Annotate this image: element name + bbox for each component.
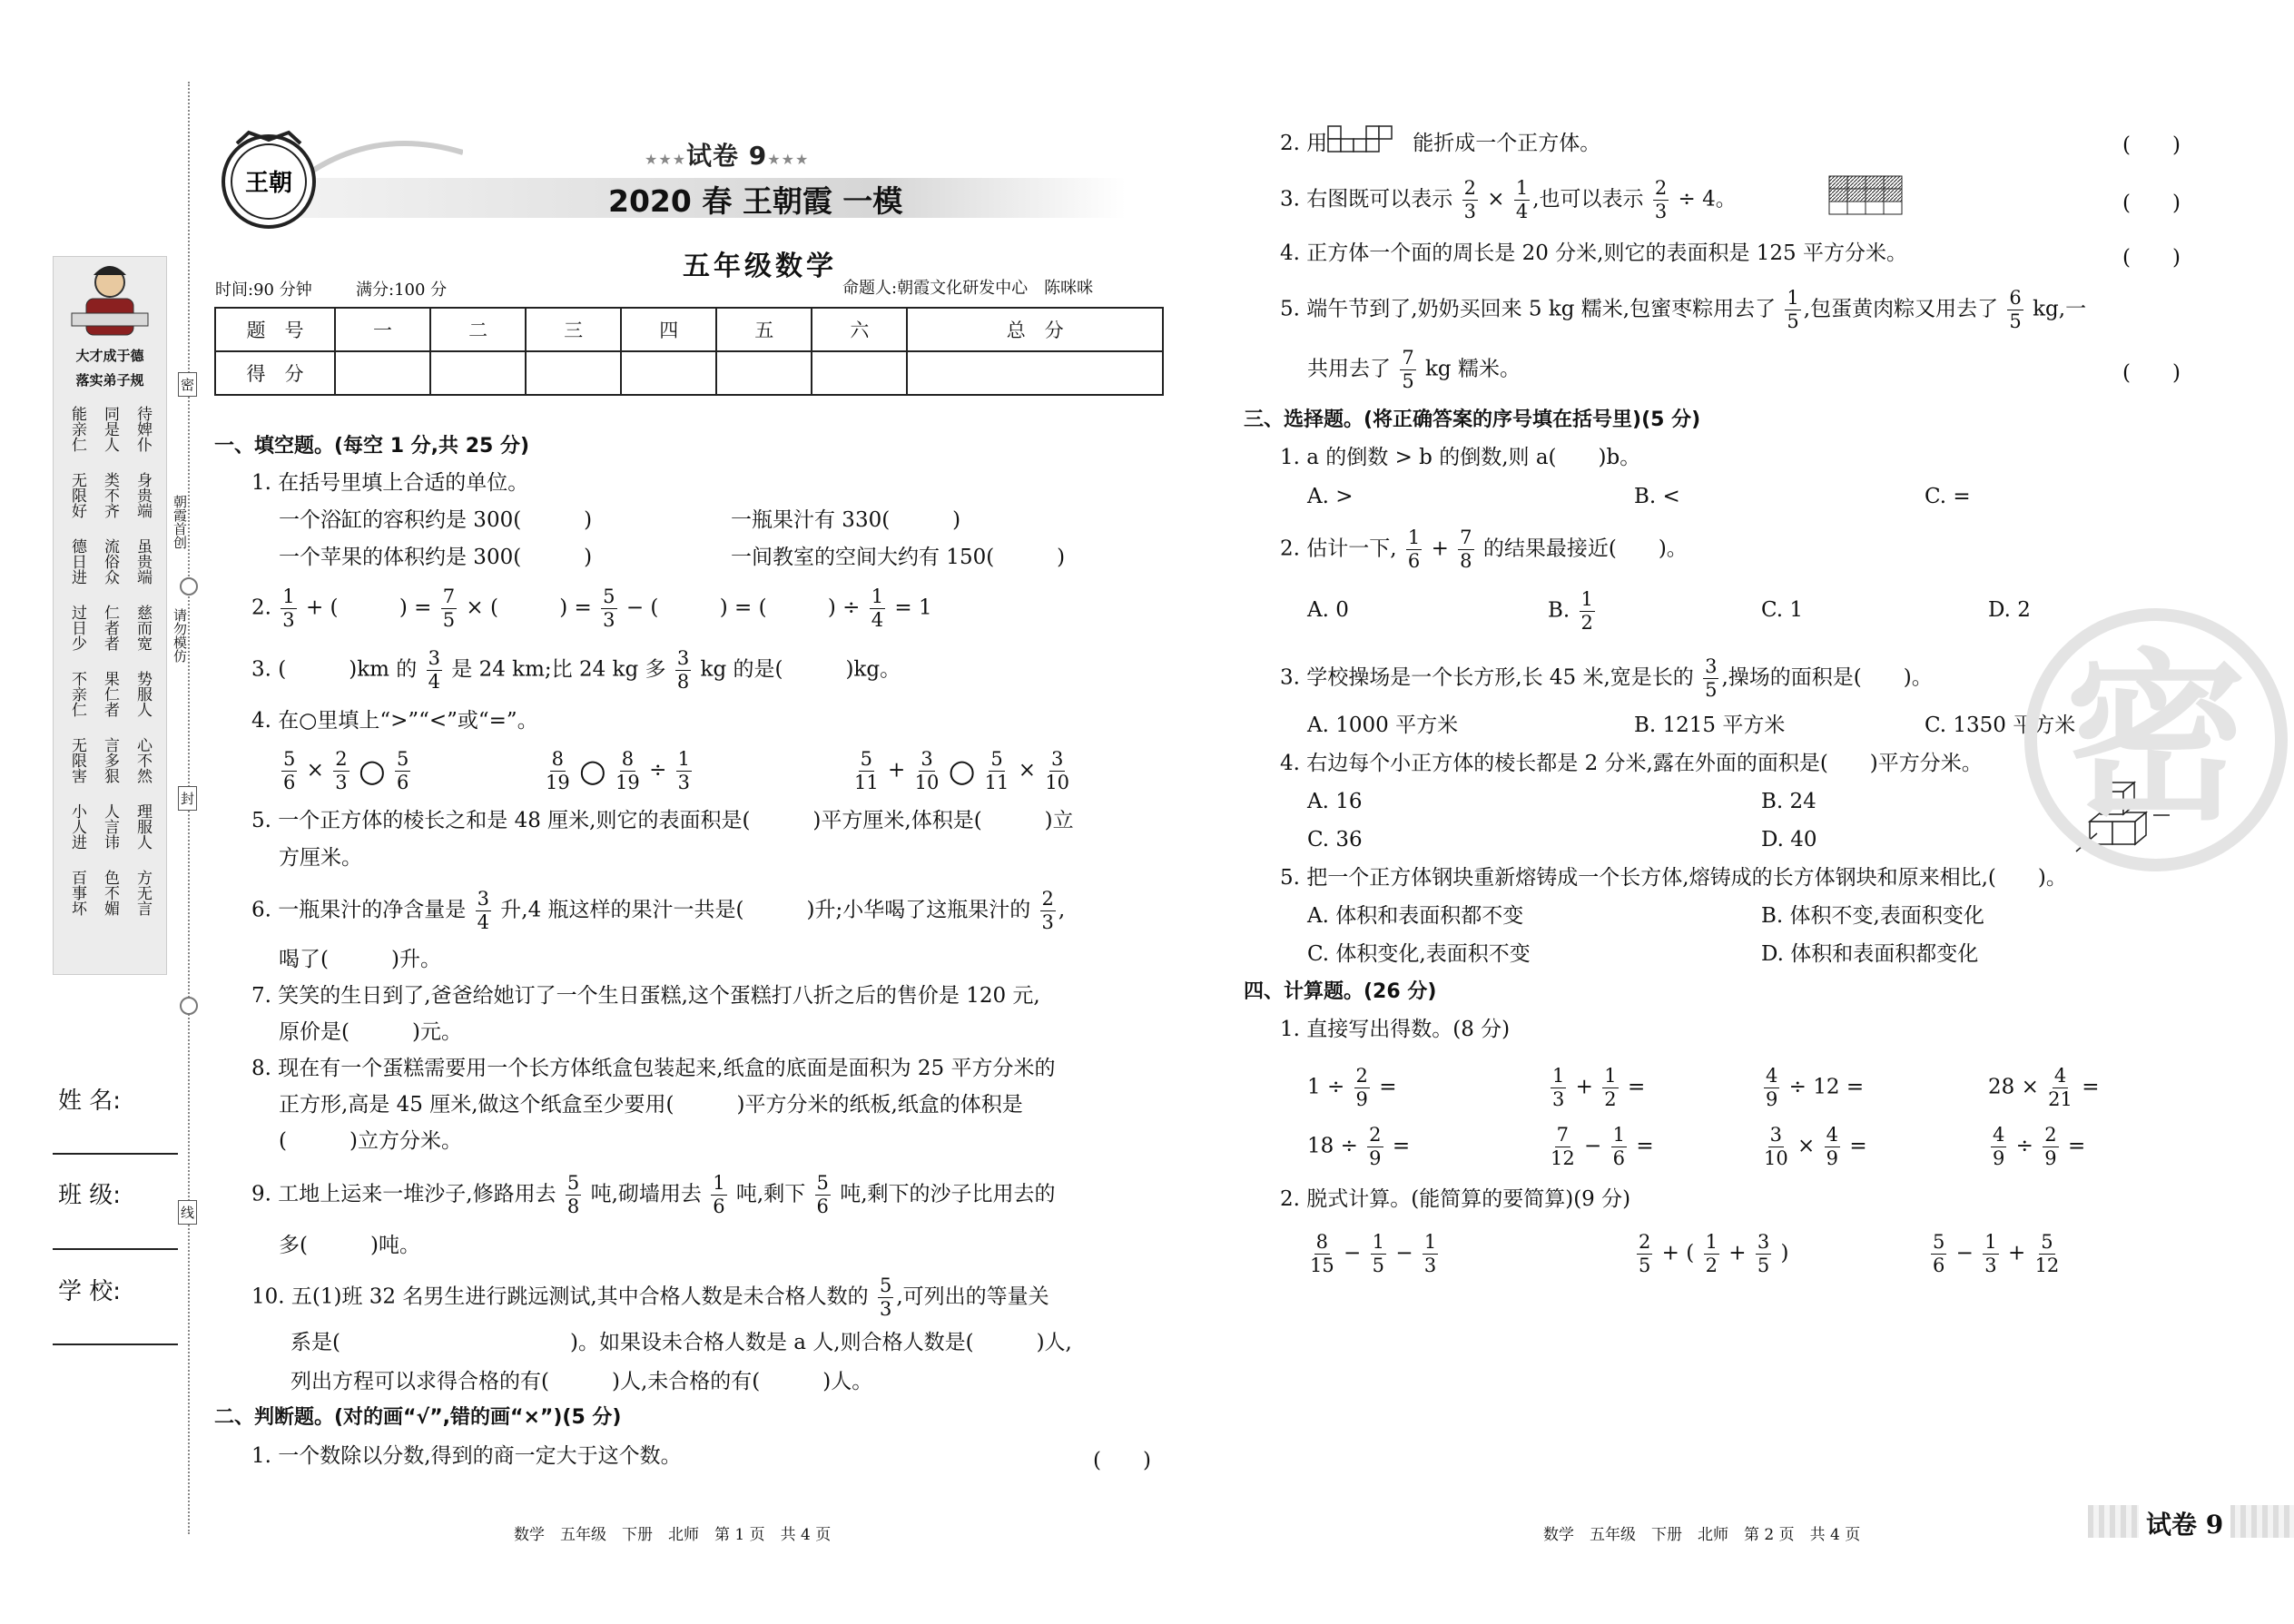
s2-q1: 1. 一个数除以分数,得到的商一定大于这个数。: [251, 1444, 682, 1468]
q2: 2. $\frac{1}{3}$ + ( ) = $\frac{7}{5}$ × ( ) = $\frac{5}{3}$ − ( ) = ( ) ÷ $\frac{1}{4}$ = 1: [251, 586, 932, 631]
author: 命题人:朝霞文化研发中心 陈咪咪: [842, 279, 1094, 298]
q10c: 列出方程可以求得合格的有( )人,未合格的有( )人。: [290, 1370, 873, 1393]
poem-cell: 待婢仆: [133, 406, 152, 452]
poem-cell: 过日少: [68, 605, 86, 651]
s3-q4: 4. 右边每个小正方体的棱长都是 2 分米,露在外面的面积是( )平方分米。: [1280, 752, 1983, 775]
motto-top: 大才成于德: [75, 348, 144, 364]
score-cell: 得 分: [215, 351, 335, 395]
q7b: 原价是( )元。: [279, 1020, 462, 1044]
q7a: 7. 笑笑的生日到了,爸爸给她订了一个生日蛋糕,这个蛋糕打八折之后的售价是 120 元,: [251, 984, 1040, 1008]
poem-cell: 心不然: [133, 737, 152, 783]
calc-8: $\frac{4}{9}$ ÷ $\frac{2}{9}$ =: [1993, 1124, 2086, 1169]
class-label: 班 级:: [58, 1182, 122, 1209]
q10a: 10. 五(1)班 32 名男生进行跳远测试,其中合格人数是未合格人数的 $\frac{5}{3}$ ,可列出的等量关: [251, 1275, 1049, 1320]
poem-cell: 言多狠: [101, 737, 119, 783]
q1d: 一间教室的空间大约有 150( ): [731, 546, 1066, 569]
score-cell: 题 号: [215, 308, 335, 351]
s3-q4-opt-a[interactable]: A. 16: [1307, 790, 1363, 813]
q4a: $\frac{5}{6}$ × $\frac{2}{3}$ ○ $\frac{5}{6}$: [283, 748, 409, 793]
fraction-grid-icon: [1828, 175, 1903, 215]
score-cell: 三: [526, 308, 621, 351]
s3-q3-opt-a[interactable]: A. 1000 平方米: [1307, 714, 1459, 737]
q9b: 多( )吨。: [279, 1234, 420, 1257]
q1b: 一瓶果汁有 330( ): [731, 508, 961, 532]
s2-q5a: 5. 端午节到了,奶奶买回来 5 kg 糯米,包蜜枣粽用去了 $\frac{1}{5}$ ,包蛋黄肉粽又用去了 $\frac{6}{5}$ kg,一: [1280, 287, 2087, 332]
mascot-box: [53, 256, 167, 975]
q9a: 9. 工地上运来一堆沙子,修路用去 $\frac{5}{8}$ 吨,砌墙用去 $\frac{1}{6}$ 吨,剩下 $\frac{5}{6}$ 吨,剩下的沙子比用去的: [251, 1172, 1056, 1217]
score-input[interactable]: [621, 351, 716, 395]
q5b: 方厘米。: [279, 846, 362, 870]
s3-q2-opt-c[interactable]: C. 1: [1761, 598, 1804, 622]
calc-7: $\frac{3}{10}$ × $\frac{4}{9}$ =: [1764, 1124, 1867, 1169]
binding-hole-2: [180, 997, 198, 1015]
poem-cell: 百事坏: [68, 870, 86, 916]
calc-4: 28 × $\frac{4}{21}$ =: [1988, 1065, 2100, 1110]
score-cell: 六: [812, 308, 907, 351]
s3-q1-opt-b[interactable]: B. <: [1634, 485, 1680, 508]
vertical-note-1: 朝霞首创: [172, 495, 188, 549]
s3-q1: 1. a 的倒数 > b 的倒数,则 a( )b。: [1280, 446, 1641, 469]
binding-hole-1: [180, 577, 198, 595]
s2-q5b: 共用去了 $\frac{7}{5}$ kg 糯米。: [1307, 347, 1521, 392]
poem-cell: 色不媚: [101, 870, 119, 916]
s3-q5-opt-b[interactable]: B. 体积不变,表面积变化: [1761, 904, 1984, 928]
poem-cell: 无限好: [68, 472, 86, 518]
judge-paren[interactable]: ( ): [2122, 361, 2181, 385]
watermark-seal: [2024, 608, 2288, 871]
s3-q3: 3. 学校操场是一个长方形,长 45 米,宽是长的 $\frac{3}{5}$ ,操场的面积是( )。: [1280, 655, 1933, 701]
s3-q3-opt-b[interactable]: B. 1215 平方米: [1634, 714, 1786, 737]
q3: 3. ( )km 的 $\frac{3}{4}$ 是 24 km;比 24 kg 多 $\frac{3}{8}$ kg 的是( )kg。: [251, 647, 901, 693]
score-input[interactable]: [335, 351, 430, 395]
s4-q1: 1. 直接写出得数。(8 分): [1280, 1018, 1511, 1041]
section1-title: 一、填空题。(每空 1 分,共 25 分): [214, 435, 530, 458]
poem-cell: 德日进: [68, 538, 86, 585]
calc-2: $\frac{1}{3}$ + $\frac{1}{2}$ =: [1552, 1065, 1646, 1110]
star-icon: ★★★: [645, 151, 687, 168]
poem-cell: 身贵端: [133, 472, 152, 518]
score-table: [214, 307, 1164, 396]
judge-paren[interactable]: ( ): [2122, 192, 2181, 215]
s4-q2: 2. 脱式计算。(能简算的要简算)(9 分): [1280, 1187, 1631, 1211]
s3-q5-opt-a[interactable]: A. 体积和表面积都不变: [1307, 904, 1524, 928]
s3-q5: 5. 把一个正方体钢块重新熔铸成一个长方体,熔铸成的长方体钢块和原来相比,( )。: [1280, 866, 2067, 890]
poem-cell: 人言讳: [101, 803, 119, 850]
score-input[interactable]: [430, 351, 526, 395]
exam-title: 2020 春 王朝霞 一模: [608, 183, 903, 219]
section3-title: 三、选择题。(将正确答案的序号填在括号里)(5 分): [1244, 408, 1701, 431]
q4c: $\frac{5}{11}$ + $\frac{3}{10}$ ○ $\frac{5}{11}$ × $\frac{3}{10}$: [854, 748, 1070, 793]
compare-circle-icon[interactable]: ○: [579, 753, 606, 790]
score-input[interactable]: [812, 351, 907, 395]
svg-text:王朝: 王朝: [244, 170, 293, 197]
score-input[interactable]: [716, 351, 812, 395]
score-table-header-row: [215, 308, 1163, 351]
vertical-note-2: 请勿模仿: [172, 608, 188, 663]
score-table-score-row: [215, 351, 1163, 395]
school-field[interactable]: [53, 1343, 178, 1345]
q1-stem: 1. 在括号里填上合适的单位。: [251, 471, 529, 495]
poem-cell: 不亲仁: [68, 671, 86, 717]
ribbon-swoosh-icon: [300, 116, 463, 189]
seal-char-2: 封: [178, 786, 197, 811]
footer-right: 数学 五年级 下册 北师 第 2 页 共 4 页: [1543, 1526, 1861, 1544]
calc-5: 18 ÷ $\frac{2}{9}$ =: [1307, 1124, 1411, 1169]
score-input[interactable]: [907, 351, 1163, 395]
s3-q2: 2. 估计一下, $\frac{1}{6}$ + $\frac{7}{8}$ 的结果最接近( )。: [1280, 527, 1688, 572]
poem-cell: 果仁者: [101, 671, 119, 717]
school-label: 学 校:: [58, 1278, 122, 1305]
footer-left: 数学 五年级 下册 北师 第 1 页 共 4 页: [514, 1526, 832, 1544]
s3-q1-opt-c[interactable]: C. =: [1925, 485, 1971, 508]
name-label: 姓 名:: [58, 1088, 122, 1115]
score-cell: 四: [621, 308, 716, 351]
s2-q2: 2. 用 能折成一个正方体。: [1280, 125, 1600, 163]
q8b: 正方形,高是 45 厘米,做这个纸盒至少要用( )平方分米的纸板,纸盒的体积是: [279, 1093, 1023, 1117]
s3-q2-opt-a[interactable]: A. 0: [1307, 598, 1349, 622]
q8a: 8. 现在有一个蛋糕需要用一个长方体纸盒包装起来,纸盒的底面是面积为 25 平方分米的: [251, 1057, 1056, 1080]
subject-title: 五年级数学: [683, 251, 837, 282]
seal-char-1: 密: [178, 372, 197, 397]
poem-cell: 慈而宽: [133, 605, 152, 651]
class-field[interactable]: [53, 1248, 178, 1250]
poem-cell: 方无言: [133, 870, 152, 916]
poem-cell: 流俗众: [101, 538, 119, 585]
section4-title: 四、计算题。(26 分): [1244, 980, 1437, 1003]
s3-q4-opt-d[interactable]: D. 40: [1761, 828, 1817, 851]
q6a: 6. 一瓶果汁的净含量是 $\frac{3}{4}$ 升,4 瓶这样的果汁一共是( )升;小华喝了这瓶果汁的 $\frac{2}{3}$ ,: [251, 888, 1066, 933]
calc-3: $\frac{4}{9}$ ÷ 12 =: [1766, 1065, 1865, 1110]
brand-logo-icon: [214, 125, 323, 234]
s3-q5-opt-c[interactable]: C. 体积变化,表面积不变: [1307, 942, 1531, 966]
cube-net-icon: [1327, 125, 1413, 163]
name-field[interactable]: [53, 1153, 178, 1155]
s3-q3-opt-c[interactable]: C. 1350 平方米: [1925, 714, 2076, 737]
s3-q4-opt-c[interactable]: C. 36: [1307, 828, 1363, 851]
paper-label: ★★★试卷 9★★★: [645, 141, 810, 171]
judge-paren[interactable]: ( ): [2122, 246, 2181, 270]
s2-q4: 4. 正方体一个面的周长是 20 分米,则它的表面积是 125 平方分米。: [1280, 241, 1907, 265]
s3-q4-opt-b[interactable]: B. 24: [1761, 790, 1816, 813]
footer-paper-tag: 试卷 9: [2139, 1505, 2230, 1541]
q6b: 喝了( )升。: [279, 948, 441, 971]
poem-cell: 同是人: [101, 406, 119, 452]
q10b: 系是( )。如果设未合格人数是 a 人,则合格人数是( )人,: [290, 1331, 1072, 1354]
full-score: 满分:100 分: [356, 281, 448, 300]
poem-cell: 无限害: [68, 737, 86, 783]
s2-q3: 3. 右图既可以表示 $\frac{2}{3}$ × $\frac{1}{4}$ ,也可以表示 $\frac{2}{3}$ ÷ 4。: [1280, 177, 1737, 222]
poem-cell: 理服人: [133, 803, 152, 850]
q1a: 一个浴缸的容积约是 300( ): [279, 508, 593, 532]
star-icon: ★★★: [767, 151, 810, 168]
q4-stem: 4. 在○里填上“>”“<”或“=”。: [251, 709, 538, 733]
time-limit: 时间:90 分钟: [215, 281, 312, 300]
mascot-icon: [54, 257, 166, 339]
poem-cell: 小人进: [68, 803, 86, 850]
calc-step-3: $\frac{5}{6}$ − $\frac{1}{3}$ + $\frac{5}{12}$: [1933, 1231, 2060, 1276]
calc-step-2: $\frac{2}{5}$ + ( $\frac{1}{2}$ + $\frac{3}{5}$ ): [1639, 1231, 1789, 1276]
compare-circle-icon[interactable]: ○: [358, 753, 386, 790]
judge-paren[interactable]: ( ): [1093, 1449, 1151, 1472]
calc-1: 1 ÷ $\frac{2}{9}$ =: [1307, 1065, 1397, 1110]
s3-q5-opt-d[interactable]: D. 体积和表面积都变化: [1761, 942, 1979, 966]
poem-cell: 势服人: [133, 671, 152, 717]
s3-q2-opt-b[interactable]: B. $\frac{1}{2}$: [1548, 588, 1593, 634]
poem-grid: [54, 389, 166, 916]
score-cell: 二: [430, 308, 526, 351]
poem-cell: 仁者者: [101, 605, 119, 651]
score-cell: 五: [716, 308, 812, 351]
compare-circle-icon[interactable]: ○: [948, 753, 976, 790]
section2-title: 二、判断题。(对的画“√”,错的画“×”)(5 分): [214, 1406, 622, 1429]
q8c: ( )立方分米。: [279, 1129, 462, 1153]
s3-q1-opt-a[interactable]: A. >: [1307, 485, 1354, 508]
q4b: $\frac{8}{19}$ ○ $\frac{8}{19}$ ÷ $\frac{1}{3}$: [546, 748, 691, 793]
seal-char-3: 线: [178, 1200, 197, 1225]
calc-step-1: $\frac{8}{15}$ − $\frac{1}{5}$ − $\frac{1}{3}$: [1310, 1231, 1437, 1276]
judge-paren[interactable]: ( ): [2122, 133, 2181, 157]
motto-bottom: 落实弟子规: [75, 372, 144, 389]
score-cell: 总 分: [907, 308, 1163, 351]
q1c: 一个苹果的体积约是 300( ): [279, 546, 593, 569]
score-cell: 一: [335, 308, 430, 351]
s3-q2-opt-d[interactable]: D. 2: [1988, 598, 2031, 622]
score-input[interactable]: [526, 351, 621, 395]
watermark-char: 密: [2064, 634, 2247, 845]
calc-6: $\frac{7}{12}$ − $\frac{1}{6}$ =: [1551, 1124, 1654, 1169]
poem-cell: 虽贵端: [133, 538, 152, 585]
poem-cell: 能亲仁: [68, 406, 86, 452]
poem-cell: 类不齐: [101, 472, 119, 518]
q5a: 5. 一个正方体的棱长之和是 48 厘米,则它的表面积是( )平方厘米,体积是( )立: [251, 809, 1074, 832]
